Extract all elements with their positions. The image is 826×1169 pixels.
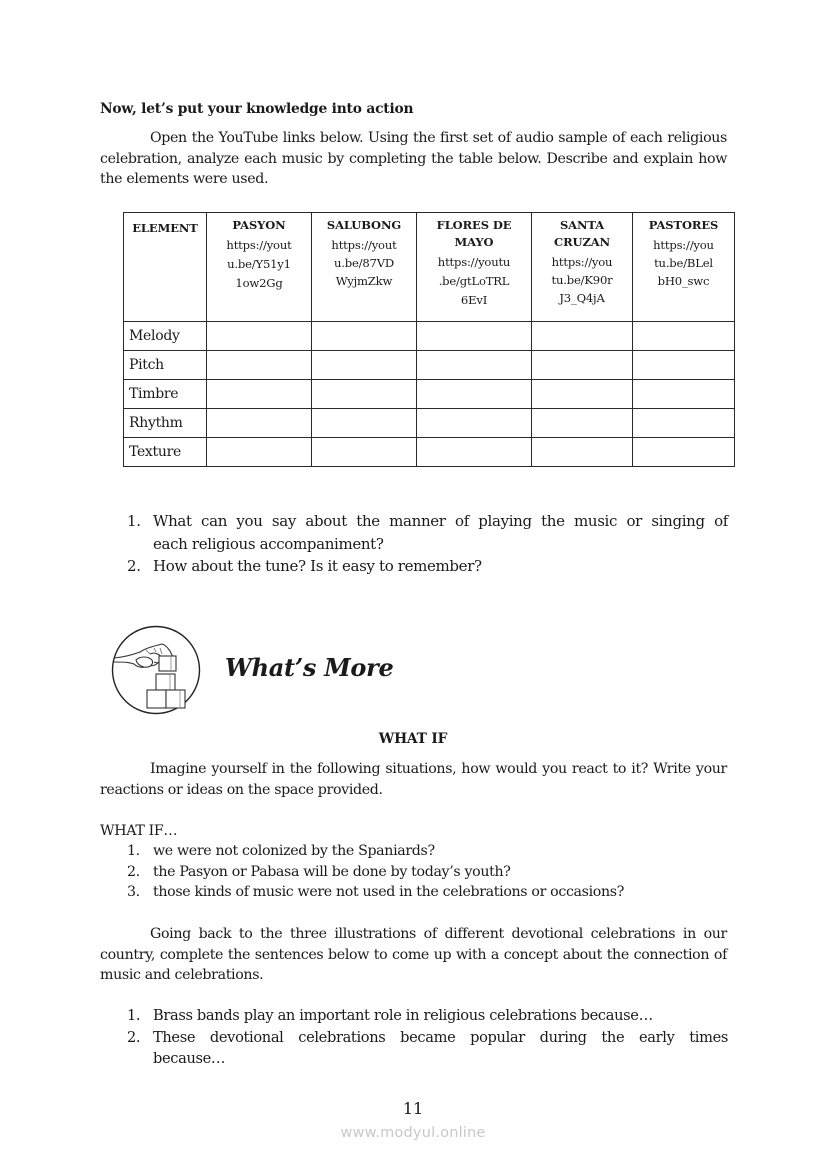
list-item: 2. the Pasyon or Pabasa will be done by today’s youth? xyxy=(127,863,511,880)
youtube-link[interactable]: https://yout u.be/87VD WyjmZkw xyxy=(331,238,397,288)
list-item: 2. These devotional celebrations became popular during the early times because… xyxy=(127,1028,728,1067)
answer-cell[interactable] xyxy=(633,351,735,380)
youtube-link[interactable]: https://youtu .be/gtLoTRL 6EvI xyxy=(437,255,511,307)
table-row-texture xyxy=(124,438,735,467)
row-label: Texture xyxy=(124,438,207,467)
hand-stacking-blocks-icon xyxy=(110,624,202,716)
reflection-questions xyxy=(127,510,728,578)
answer-cell[interactable] xyxy=(532,409,633,438)
answer-cell[interactable] xyxy=(207,351,312,380)
answer-cell[interactable] xyxy=(633,409,735,438)
row-label: Pitch xyxy=(124,351,207,380)
row-label: Timbre xyxy=(124,380,207,409)
what-if-list xyxy=(127,841,728,903)
section-title-whats-more: What’s More xyxy=(225,653,394,682)
column-header-santa-cruzan xyxy=(532,213,633,322)
music-analysis-table xyxy=(123,212,735,467)
answer-cell[interactable] xyxy=(417,409,532,438)
element-column-header: ELEMENT xyxy=(124,213,207,322)
column-header-pastores xyxy=(633,213,735,322)
column-header-salubong xyxy=(312,213,417,322)
answer-cell[interactable] xyxy=(633,380,735,409)
concept-instructions: Going back to the three illustrations of different devotional celebrations in our country, complete the sentences below to come up with a concept about the connection of music and celebrations. xyxy=(100,926,727,984)
answer-cell[interactable] xyxy=(417,322,532,351)
answer-cell[interactable] xyxy=(207,322,312,351)
table-row-pitch xyxy=(124,351,735,380)
youtube-link[interactable]: https://you tu.be/BLel bH0_swc xyxy=(653,238,714,288)
answer-cell[interactable] xyxy=(532,322,633,351)
row-label: Melody xyxy=(124,322,207,351)
answer-cell[interactable] xyxy=(312,322,417,351)
activity-instructions: Open the YouTube links below. Using the first set of audio sample of each religious celebration, analyze each music by completing the table below. Describe and explain how the elements were used. xyxy=(100,130,727,188)
answer-cell[interactable] xyxy=(312,380,417,409)
answer-cell[interactable] xyxy=(312,409,417,438)
table-row-timbre xyxy=(124,380,735,409)
what-if-list-label: WHAT IF… xyxy=(100,823,178,839)
answer-cell[interactable] xyxy=(417,351,532,380)
watermark: www.modyul.online xyxy=(340,1125,486,1141)
sentence-completion-list xyxy=(127,1005,728,1070)
answer-cell[interactable] xyxy=(532,380,633,409)
list-item: 1. What can you say about the manner of playing the music or singing of each religious accompaniment? xyxy=(127,512,728,553)
youtube-link[interactable]: https://you tu.be/K90r J3_Q4jA xyxy=(551,255,613,305)
column-header-flores-de-mayo xyxy=(417,213,532,322)
column-title: PASYON xyxy=(232,218,286,232)
table-row-rhythm xyxy=(124,409,735,438)
page-number: 11 xyxy=(402,1099,424,1118)
activity-heading: Now, let’s put your knowledge into action xyxy=(100,101,414,117)
column-header-pasyon xyxy=(207,213,312,322)
table-header-row xyxy=(124,213,735,322)
answer-cell[interactable] xyxy=(312,438,417,467)
column-title: SANTA CRUZAN xyxy=(554,218,610,249)
column-title: PASTORES xyxy=(648,218,719,232)
what-if-instructions: Imagine yourself in the following situations, how would you react to it? Write your reactions or ideas on the space provided. xyxy=(100,761,727,798)
answer-cell[interactable] xyxy=(633,322,735,351)
what-if-heading: WHAT IF xyxy=(378,731,448,747)
youtube-link[interactable]: https://yout u.be/Y51y1 1ow2Gg xyxy=(226,238,292,290)
answer-cell[interactable] xyxy=(207,380,312,409)
row-label: Rhythm xyxy=(124,409,207,438)
answer-cell[interactable] xyxy=(532,351,633,380)
list-item: 1. we were not colonized by the Spaniards? xyxy=(127,843,435,859)
list-item: 1. Brass bands play an important role in religious celebrations because… xyxy=(127,1007,653,1024)
table-row-melody xyxy=(124,322,735,351)
answer-cell[interactable] xyxy=(207,438,312,467)
answer-cell[interactable] xyxy=(633,438,735,467)
column-title: FLORES DE MAYO xyxy=(436,218,512,249)
answer-cell[interactable] xyxy=(417,380,532,409)
answer-cell[interactable] xyxy=(207,409,312,438)
answer-cell[interactable] xyxy=(312,351,417,380)
answer-cell[interactable] xyxy=(532,438,633,467)
column-title: SALUBONG xyxy=(326,218,402,232)
list-item: 2. How about the tune? Is it easy to remember? xyxy=(127,557,482,575)
list-item: 3. those kinds of music were not used in the celebrations or occasions? xyxy=(127,884,624,901)
answer-cell[interactable] xyxy=(417,438,532,467)
